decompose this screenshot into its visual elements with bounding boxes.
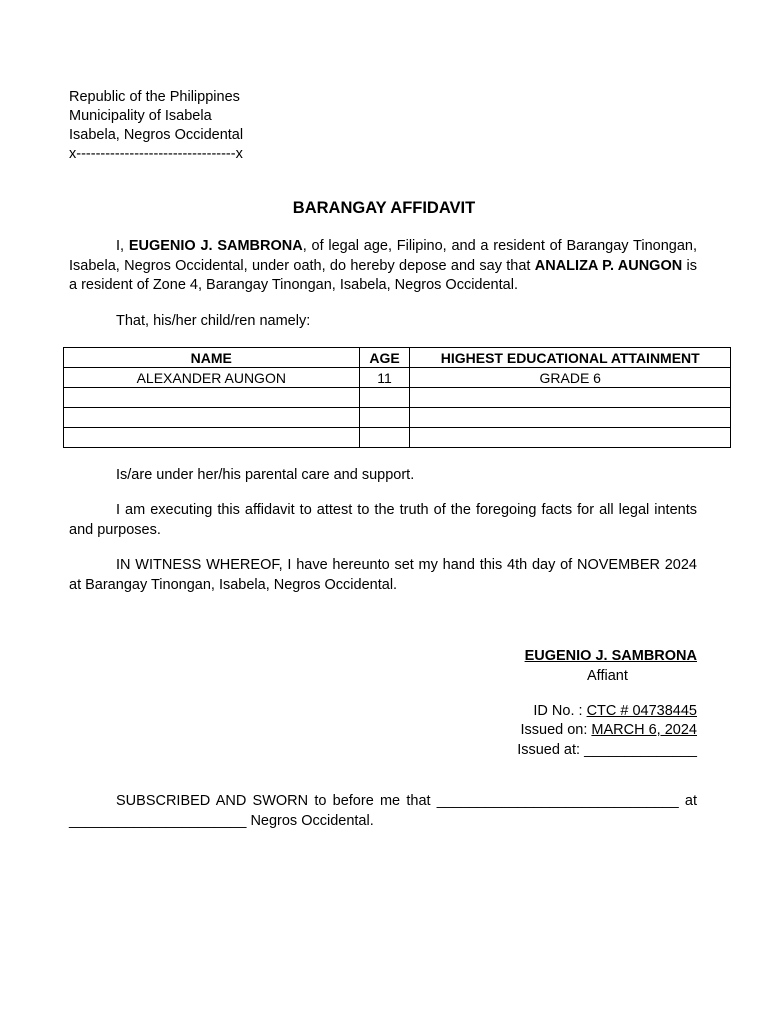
column-header-education: HIGHEST EDUCATIONAL ATTAINMENT: [410, 348, 731, 368]
header-separator: x---------------------------------x: [69, 146, 243, 162]
column-header-age: AGE: [359, 348, 410, 368]
cell-empty: [64, 408, 360, 428]
issued-at-value: ______________: [584, 742, 697, 758]
issued-on-line: [520, 721, 697, 741]
table-row-empty: [64, 408, 731, 428]
declaration-text-2: , of legal age, Filipino, and a resident of Barangay Tinongan, Isabela, Negros Occidental, under oath, do hereby depose and say that: [69, 238, 697, 274]
header-line-municipality: Municipality of Isabela: [69, 108, 212, 124]
paragraph-parental-care: Is/are under her/his parental care and support.: [116, 467, 415, 483]
cell-empty: [359, 408, 410, 428]
table-header-row: [64, 348, 731, 368]
id-number-value: CTC # 04738445: [586, 703, 697, 719]
paragraph-witness: IN WITNESS WHEREOF, I have hereunto set my hand this 4th day of NOVEMBER 2024 at Barangay Tinongan, Isabela, Negros Occidental.: [69, 557, 697, 593]
affiant-signature-name: EUGENIO J. SAMBRONA: [524, 648, 697, 664]
issued-at-line: [517, 741, 697, 761]
id-number-label: ID No. :: [533, 703, 587, 719]
column-header-name: NAME: [64, 348, 360, 368]
cell-empty: [64, 388, 360, 408]
cell-empty: [410, 408, 731, 428]
cell-education: GRADE 6: [410, 368, 731, 388]
paragraph-jurat: SUBSCRIBED AND SWORN to before me that ______________________________ at ______________________ Negros Occidental.: [69, 793, 697, 829]
children-table: [63, 347, 731, 448]
declaration-text-3: is a resident of Zone 4, Barangay Tinongan, Isabela, Negros Occidental.: [69, 257, 697, 293]
issued-on-value: MARCH 6, 2024: [591, 722, 697, 738]
issued-on-label: Issued on:: [520, 722, 592, 738]
affiant-label: Affiant: [587, 668, 628, 684]
affiant-name-inline: EUGENIO J. SAMBRONA: [128, 238, 303, 254]
cell-empty: [410, 428, 731, 448]
paragraph-children-intro: That, his/her child/ren namely:: [116, 313, 311, 329]
declaration-text-1: I,: [116, 238, 129, 254]
paragraph-attestation: I am executing this affidavit to attest to the truth of the foregoing facts for all legal intents and purposes.: [69, 502, 697, 538]
document-title: BARANGAY AFFIDAVIT: [292, 199, 476, 217]
header-line-republic: Republic of the Philippines: [69, 89, 240, 105]
cell-empty: [64, 428, 360, 448]
table-row-empty: [64, 428, 731, 448]
cell-age: 11: [359, 368, 410, 388]
table-row-empty: [64, 388, 731, 408]
document-header: [69, 88, 243, 164]
id-number-line: [533, 702, 697, 722]
cell-empty: [359, 428, 410, 448]
paragraph-declaration: [69, 237, 697, 296]
table-row: [64, 368, 731, 388]
cell-empty: [359, 388, 410, 408]
cell-empty: [410, 388, 731, 408]
cell-name: ALEXANDER AUNGON: [64, 368, 360, 388]
signature-name: [525, 647, 697, 667]
header-line-location: Isabela, Negros Occidental: [69, 127, 244, 143]
issued-at-label: Issued at:: [517, 742, 585, 758]
subject-name-inline: ANALIZA P. AUNGON: [534, 257, 683, 274]
